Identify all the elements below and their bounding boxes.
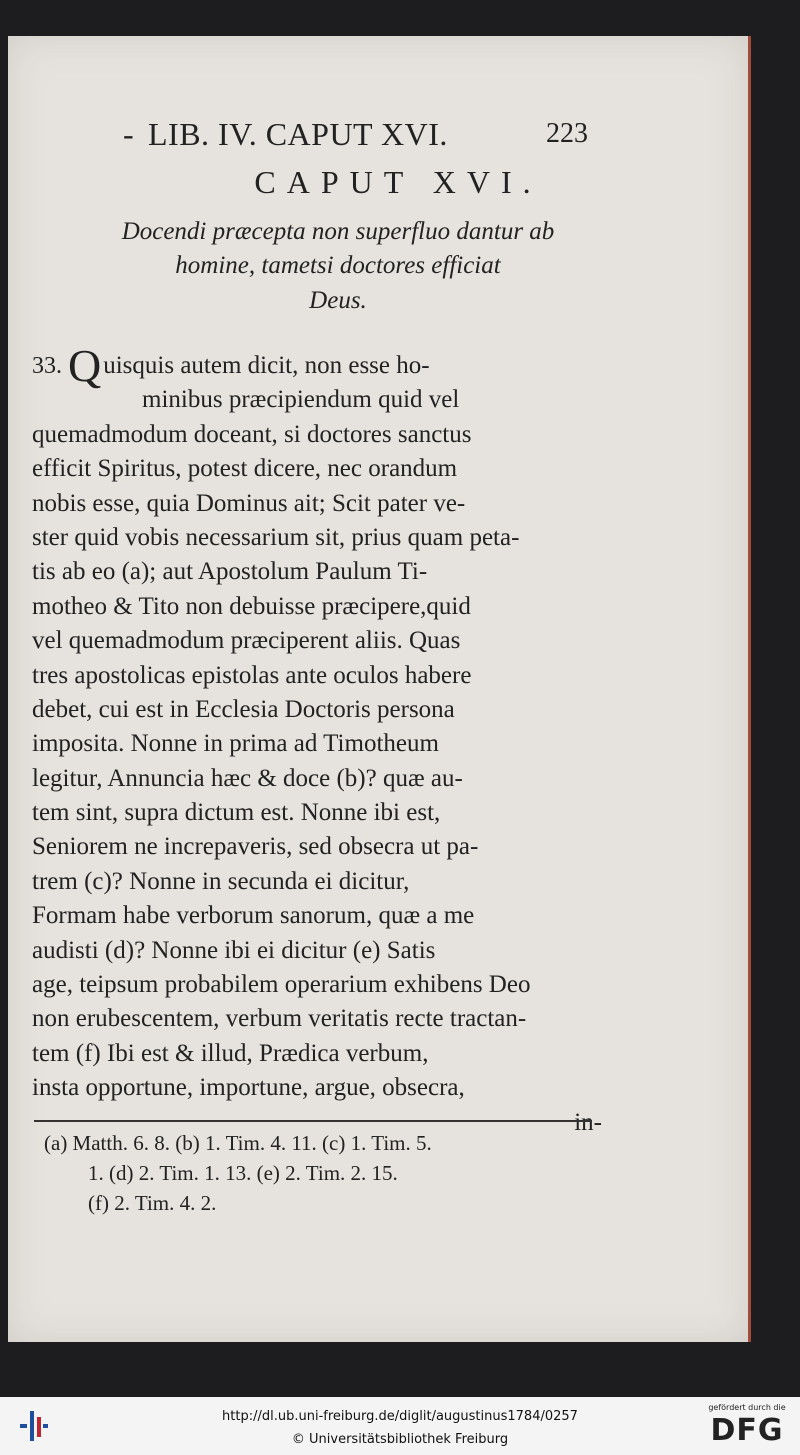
text-line: tis ab eo (a); aut Apostolum Paulum Ti- <box>32 558 428 586</box>
text-line: vel quemadmodum præciperent aliis. Quas <box>32 627 461 655</box>
text-line: tem (f) Ibi est & illud, Prædica verbum, <box>32 1039 429 1067</box>
source-url-link[interactable]: http://dl.ub.uni-freiburg.de/diglit/augustinus1784/0257 <box>222 1409 578 1424</box>
text-line: tem sint, supra dictum est. Nonne ibi est, <box>32 799 441 827</box>
text-line: tres apostolicas epistolas ante oculos habere <box>32 661 472 689</box>
paragraph-33 <box>32 340 602 1140</box>
text-line: motheo & Tito non debuisse præcipere,quid <box>32 592 471 620</box>
subtitle-line: Docendi præcepta non superfluo dantur ab <box>121 218 555 245</box>
text-line: age, teipsum probabilem operarium exhibens Deo <box>32 971 531 999</box>
subtitle-line: homine, tametsi doctores efficiat <box>175 252 501 280</box>
viewer-footer <box>0 1397 800 1455</box>
first-line-text: uisquis autem dicit, non esse ho- <box>103 352 430 379</box>
text-line: trem (c)? Nonne in secunda ei dicitur, <box>32 867 410 895</box>
paragraph-first-line <box>32 340 602 391</box>
book-page <box>8 36 751 1342</box>
footnotes <box>44 1128 604 1218</box>
copyright-notice: © Universitätsbibliothek Freiburg <box>291 1432 509 1447</box>
text-line: efficit Spiritus, potest dicere, nec orandum <box>32 455 458 483</box>
footnote-line: (f) 2. Tim. 4. 2. <box>88 1191 217 1215</box>
running-head <box>8 116 748 156</box>
footnote-line: (a) Matth. 6. 8. (b) 1. Tim. 4. 11. (c) 1. Tim. 5. <box>44 1131 432 1155</box>
text-line: imposita. Nonne in prima ad Timotheum <box>32 730 439 758</box>
paragraph-number: 33. <box>32 353 62 379</box>
running-head-title: LIB. IV. CAPUT XVI. <box>148 116 448 152</box>
text-line: Formam habe verborum sanorum, quæ a me <box>32 902 475 930</box>
chapter-title: CAPUT XVI. <box>254 164 542 200</box>
chapter-subtitle <box>48 216 628 319</box>
text-line: minibus præcipiendum quid vel <box>142 386 460 414</box>
text-line: Seniorem ne increpaveris, sed obsecra ut pa- <box>32 833 479 861</box>
dropcap-letter: Q <box>68 340 102 391</box>
text-line: ster quid vobis necessarium sit, prius quam peta- <box>32 523 520 551</box>
dfg-logo-text: DFG <box>710 1413 784 1448</box>
subtitle-line: Deus. <box>309 286 367 314</box>
text-line: nobis esse, quia Dominus ait; Scit pater ve- <box>32 489 466 517</box>
text-line: non erubescentem, verbum veritatis recte tractan- <box>32 1005 527 1033</box>
page-number: 223 <box>546 118 588 149</box>
footnote-line: 1. (d) 2. Tim. 1. 13. (e) 2. Tim. 2. 15. <box>88 1161 398 1185</box>
dfg-logo <box>700 1403 794 1451</box>
text-line: audisti (d)? Nonne ibi ei dicitur (e) Satis <box>32 936 436 964</box>
running-head-dash: - <box>123 116 134 152</box>
dfg-tagline: gefördert durch die <box>708 1403 786 1412</box>
footnote-divider <box>34 1120 592 1122</box>
text-line: debet, cui est in Ecclesia Doctoris persona <box>32 695 455 723</box>
text-line: insta opportune, importune, argue, obsecra, <box>32 1074 465 1102</box>
catchword: in- <box>574 1108 602 1136</box>
text-line: quemadmodum doceant, si doctores sanctus <box>32 420 472 448</box>
text-line: legitur, Annuncia hæc & doce (b)? quæ au- <box>32 764 463 792</box>
